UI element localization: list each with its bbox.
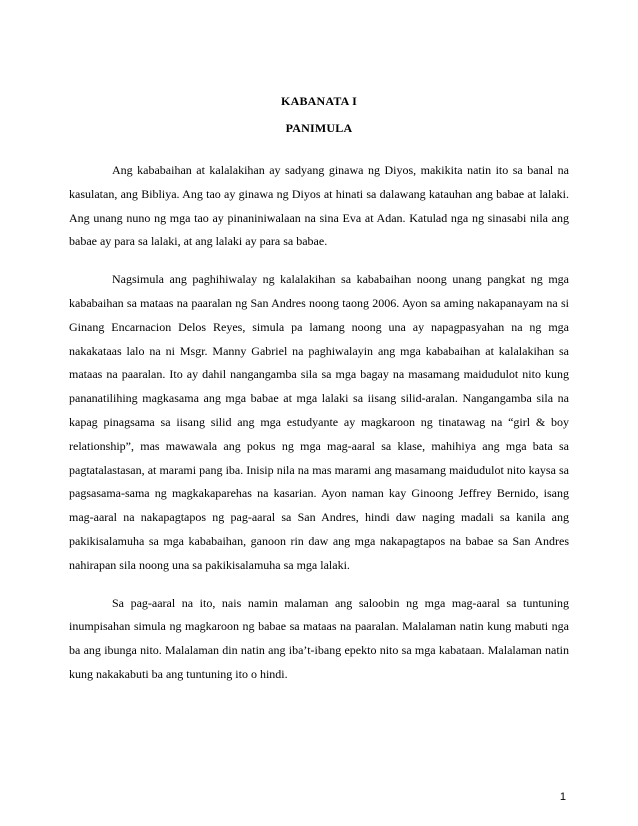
body-text — [69, 159, 569, 703]
section-title: PANIMULA — [285, 121, 353, 135]
paragraph-2: Nagsimula ang paghihiwalay ng kalalakihan sa kababaihan noong unang pangkat ng mga kababaihan sa mataas na paaralan ng San Andres noong taong 2006. Ayon sa aming nakapanayam na si Ginang Encarnacion Delos Reyes, simula pa lamang noong una ay napagpasyahan na ng mga nakakataas lalo na ni Msgr. Manny Gabriel na paghiwalayin ang mga kababaihan at kalalakihan sa mataas na paaralan. Ito ay dahil nangangamba sila sa mga bagay na masamang maidudulot nito kung pananatilihing magkasama ang mga babae at mga lalaki sa iisang silid-aralan. Nangangamba sila na kapag pinagsama sa iisang silid ang mga estudyante ay magkaroon ng tinatawag na “girl & boy relationship”, mas mawawala ang pokus ng mga mag-aaral sa klase, mahihiya ang mga bata sa pagtatalastasan, at marami pang iba. Inisip nila na mas marami ang masamang maidudulot nito kaysa sa pagsasama-sama ng magkakaparehas na kasarian. Ayon naman kay Ginoong Jeffrey Bernido, isang mag-aaral na nakapagtapos ng pag-aaral sa San Andres, hindi daw naging madali sa kanila ang pakikisalamuha sa mga kababaihan, ganoon rin daw ang mga nakapagtapos na babae sa San Andres nahirapan sila noong una sa pakikisalamuha sa mga lalaki. — [69, 272, 569, 572]
chapter-heading: KABANATA I — [281, 94, 357, 108]
paragraph-1: Ang kababaihan at kalalakihan ay sadyang ginawa ng Diyos, makikita natin ito sa banal na kasulatan, ang Bibliya. Ang tao ay ginawa ng Diyos at hinati sa dalawang katauhan ang babae at lalaki. Ang unang nuno ng mga tao ay pinaniniwalaan na sina Eva at Adan. Katulad nga ng sinasabi nila ang babae ay para sa lalaki, at ang lalaki ay para sa babae. — [69, 163, 569, 249]
paragraph-3: Sa pag-aaral na ito, nais namin malaman ang saloobin ng mga mag-aaral sa tuntuning inumpisahan simula ng magkaroon ng babae sa mataas na paaralan. Malalaman natin kung mabuti nga ba ang ibunga nito. Malalaman din natin ang iba’t-ibang epekto nito sa mga kabataan. Malalaman natin kung nakakabuti ba ang tuntuning ito o hindi. — [69, 595, 569, 681]
page-number: 1 — [559, 791, 566, 803]
